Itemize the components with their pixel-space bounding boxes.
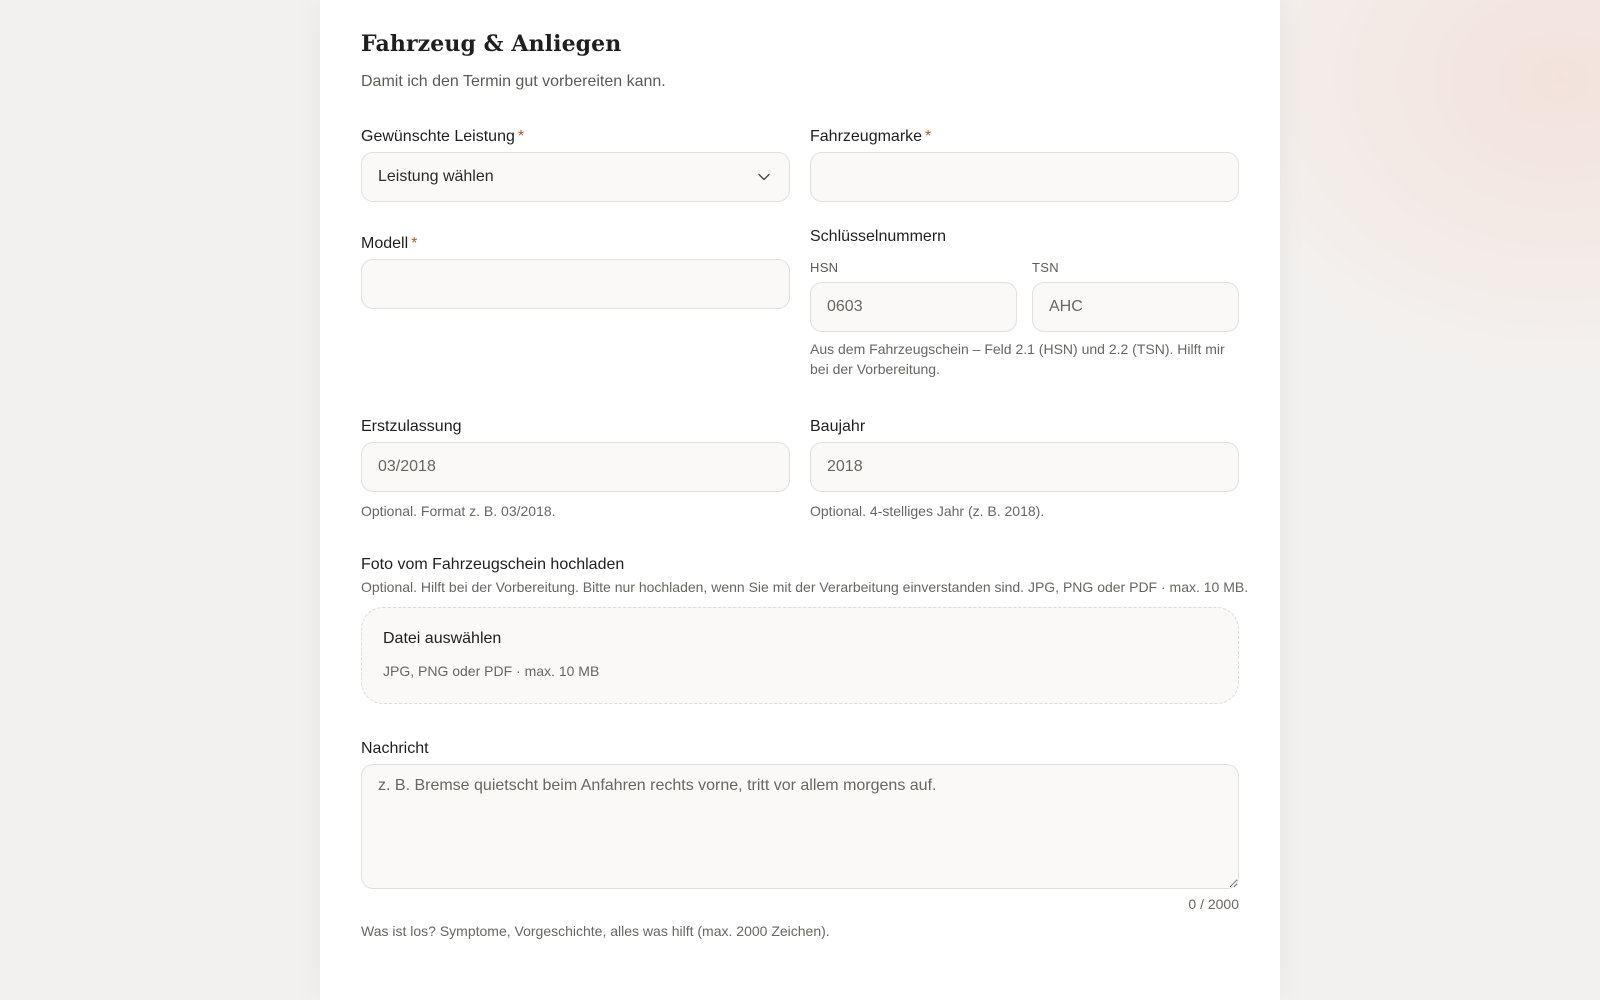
model-label — [361, 234, 790, 254]
service-select-value: Leistung wählen — [378, 168, 494, 185]
section-subtitle: Damit ich den Termin gut vorbereiten kann. — [361, 73, 666, 90]
key-numbers-hint: Aus dem Fahrzeugschein – Feld 2.1 (HSN) und 2.2 (TSN). Hilft mir bei der Vorbereitung. — [810, 341, 1225, 377]
model-field — [361, 234, 790, 309]
brand-label — [810, 127, 1239, 147]
required-marker: * — [411, 235, 418, 252]
tsn-input[interactable] — [1032, 282, 1239, 332]
key-numbers-label: Schlüsselnummern — [810, 228, 947, 245]
first-registration-label: Erstzulassung — [361, 418, 462, 435]
tsn-label: TSN — [1032, 260, 1059, 275]
build-year-field — [810, 417, 1239, 521]
message-textarea[interactable] — [361, 764, 1239, 889]
message-hint: Was ist los? Symptome, Vorgeschichte, alles was hilft (max. 2000 Zeichen). — [361, 923, 830, 939]
message-label: Nachricht — [361, 740, 429, 757]
build-year-input[interactable] — [810, 442, 1239, 492]
tsn-group — [1032, 259, 1239, 332]
build-year-hint: Optional. 4-stelliges Jahr (z. B. 2018). — [810, 503, 1045, 519]
first-registration-input[interactable] — [361, 442, 790, 492]
form-card — [320, 0, 1280, 1000]
brand-input[interactable] — [810, 152, 1239, 202]
upload-hint: Optional. Hilft bei der Vorbereitung. Bitte nur hochladen, wenn Sie mit der Verarbeitung einverstanden sind. JPG, PNG oder PDF · max. 10 MB. — [361, 579, 1249, 595]
choose-file-button[interactable]: Datei auswählen — [383, 630, 502, 647]
required-marker: * — [925, 128, 932, 145]
first-registration-field — [361, 417, 790, 521]
first-registration-hint: Optional. Format z. B. 03/2018. — [361, 503, 556, 519]
hsn-label: HSN — [810, 260, 839, 275]
service-select[interactable] — [361, 152, 790, 202]
section-title: Fahrzeug & Anliegen — [361, 31, 622, 57]
brand-field — [810, 127, 1239, 202]
hsn-group — [810, 259, 1017, 332]
service-label — [361, 127, 790, 147]
required-marker: * — [517, 128, 525, 145]
build-year-label: Baujahr — [810, 418, 866, 435]
model-label-text: Modell — [361, 235, 409, 252]
file-dropzone[interactable] — [361, 607, 1239, 704]
character-counter: 0 / 2000 — [1188, 896, 1239, 912]
upload-label: Foto vom Fahrzeugschein hochladen — [361, 556, 625, 573]
service-label-text: Gewünschte Leistung — [361, 128, 515, 145]
file-format-hint: JPG, PNG oder PDF · max. 10 MB — [383, 663, 600, 679]
key-numbers-field — [810, 227, 1239, 379]
message-field — [361, 739, 1239, 889]
hsn-input[interactable] — [810, 282, 1017, 332]
service-field — [361, 127, 790, 202]
chevron-down-icon — [757, 170, 771, 184]
model-input[interactable] — [361, 259, 790, 309]
key-numbers-row — [810, 259, 1239, 359]
upload-field — [361, 555, 1249, 596]
brand-label-text: Fahrzeugmarke — [810, 128, 923, 145]
